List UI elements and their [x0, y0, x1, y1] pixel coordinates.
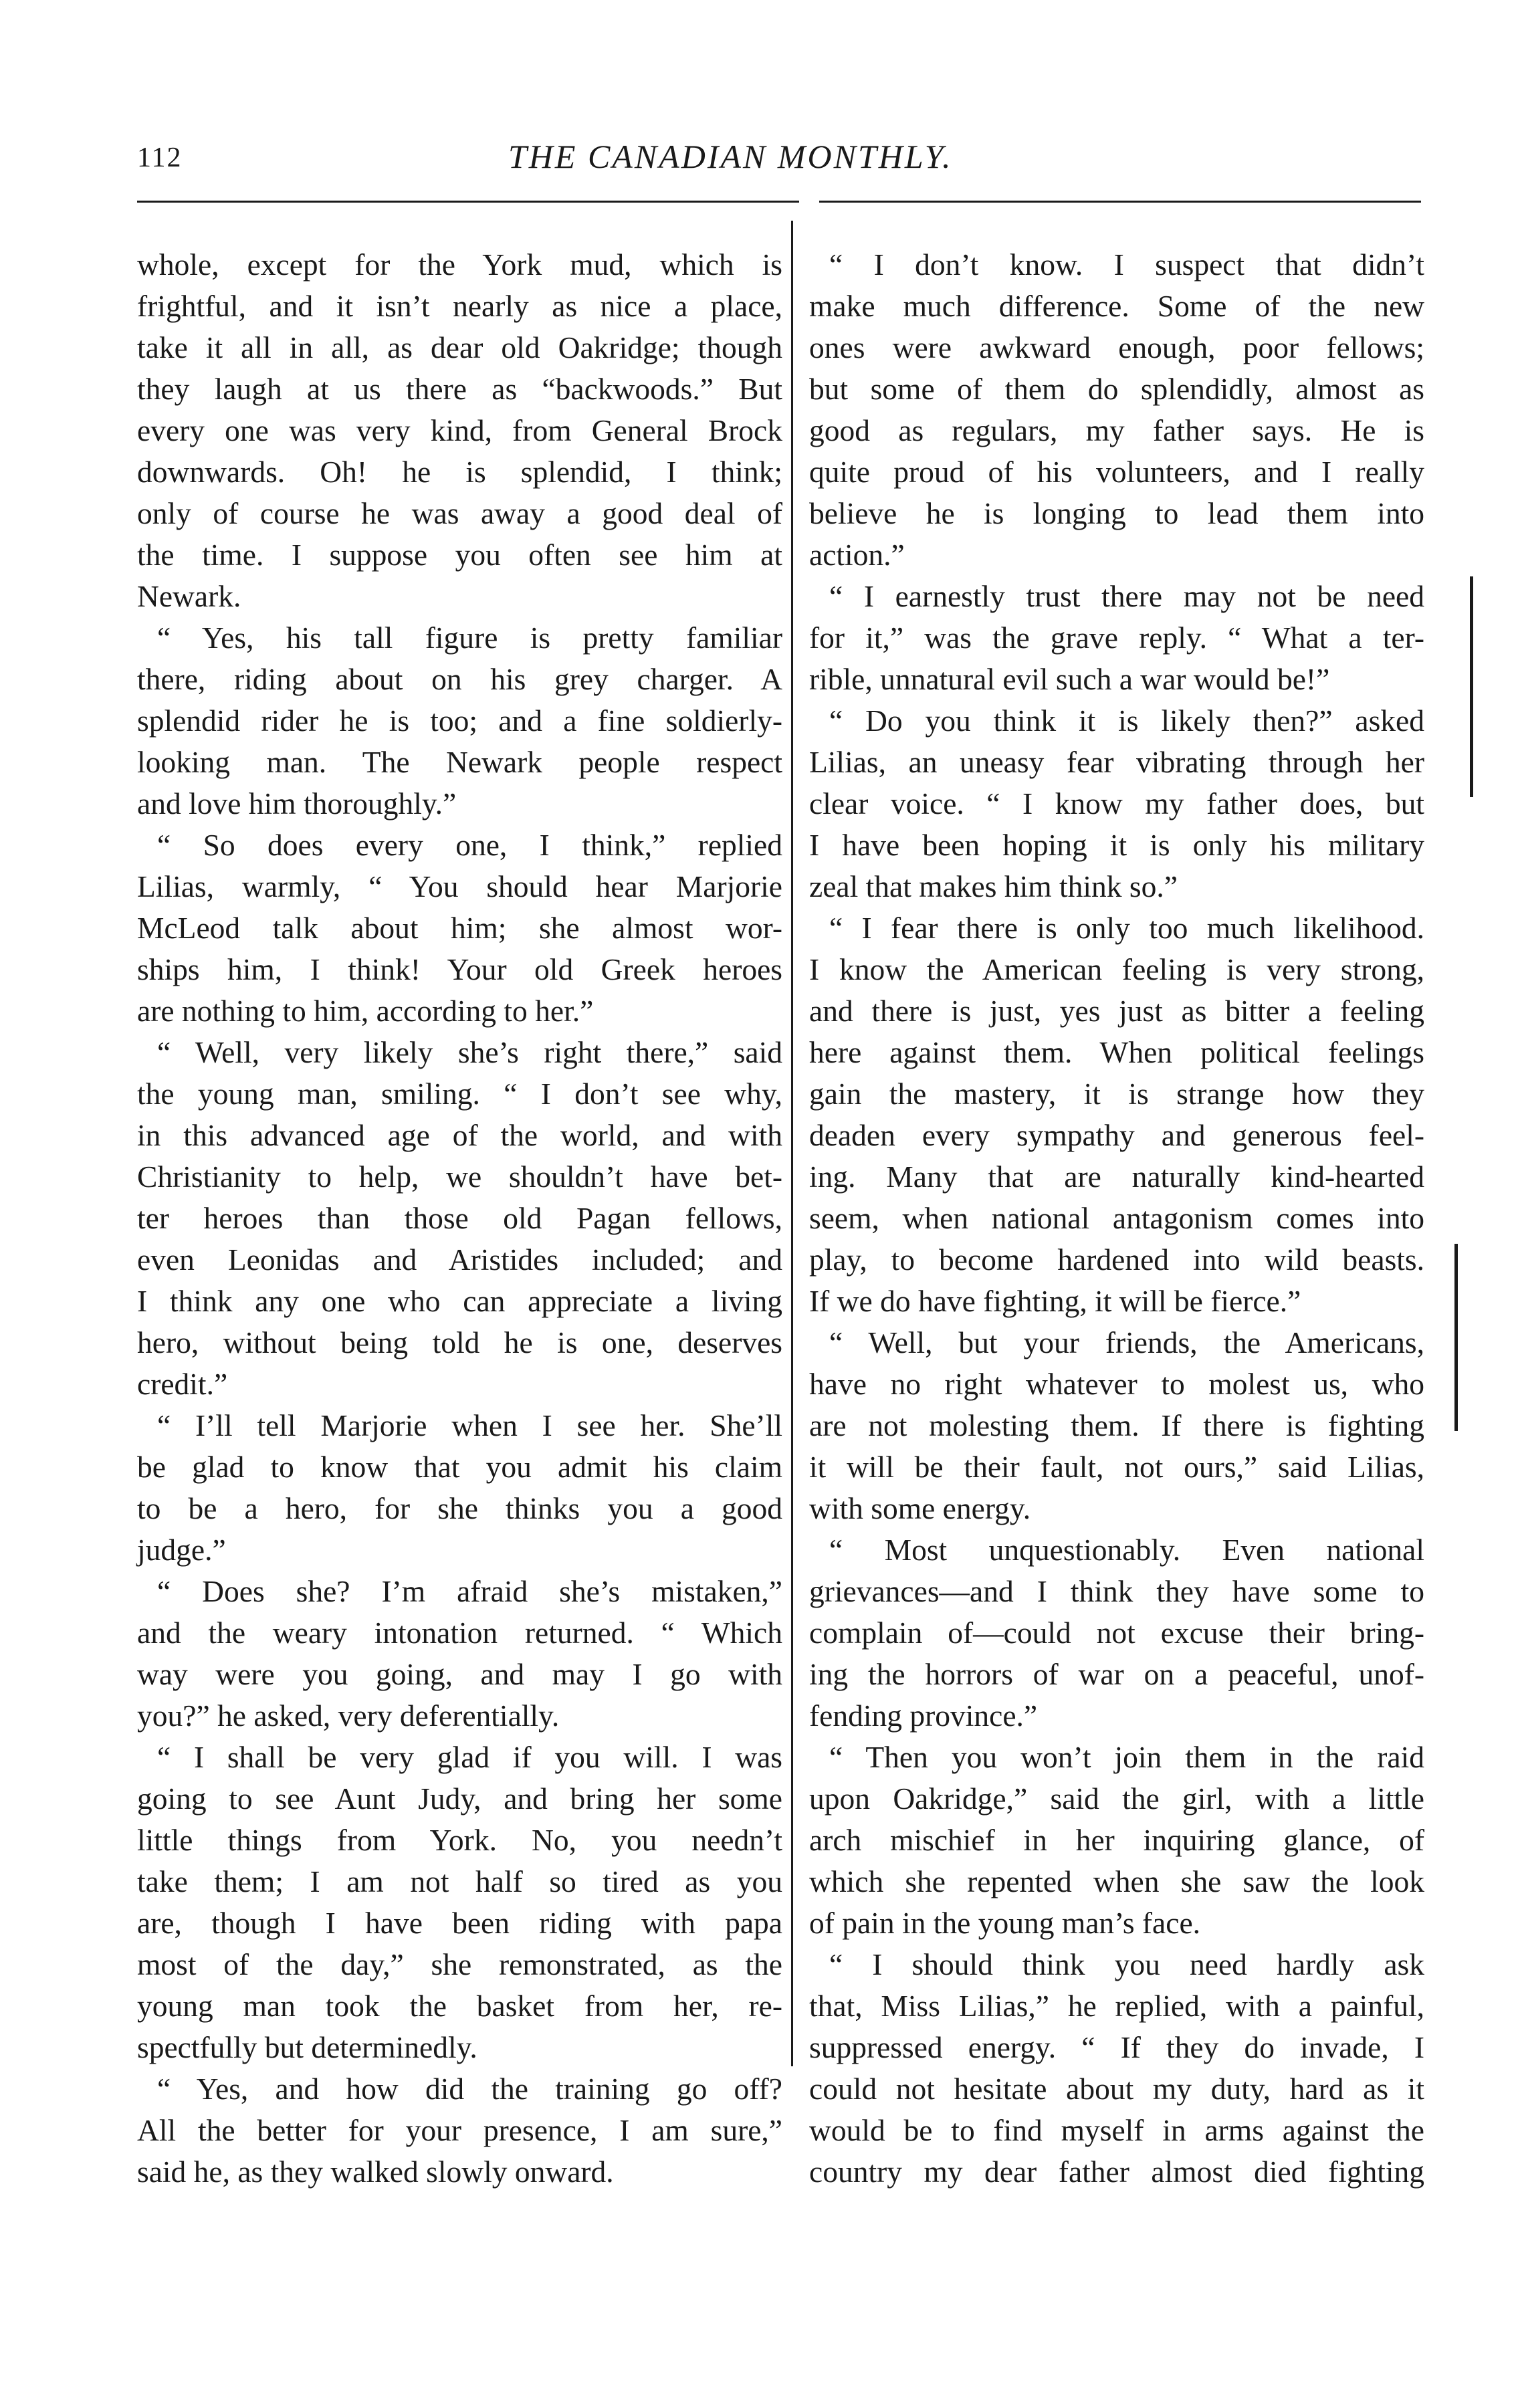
text-line: little things from York. No, you needn’t — [137, 1823, 782, 1857]
header-rule-right — [819, 201, 1421, 203]
header-rule-left — [137, 201, 799, 203]
text-line: are, though I have been riding with papa — [137, 1906, 782, 1940]
text-line: zeal that makes him think so.” — [809, 869, 1178, 903]
text-line: credit.” — [137, 1367, 228, 1401]
text-line: McLeod talk about him; she almost wor- — [137, 911, 782, 945]
text-line: complain of—could not excuse their bring- — [809, 1616, 1424, 1650]
text-line: even Leonidas and Aristides included; and — [137, 1242, 782, 1277]
text-line: with some energy. — [809, 1491, 1031, 1525]
text-line: good as regulars, my father says. He is — [809, 413, 1424, 447]
text-line: ter heroes than those old Pagan fellows, — [137, 1201, 782, 1235]
text-line: downwards. Oh! he is splendid, I think; — [137, 455, 782, 489]
text-line: “ I earnestly trust there may not be need — [829, 579, 1424, 613]
text-line: If we do have fighting, it will be fierce.” — [809, 1284, 1301, 1318]
text-line: fending province.” — [809, 1699, 1038, 1733]
text-line: splendid rider he is too; and a fine soldierly- — [137, 703, 782, 738]
text-line: which she repented when she saw the look — [809, 1864, 1424, 1898]
text-line: “ So does every one, I think,” replied — [157, 828, 782, 862]
text-line: take them; I am not half so tired as you — [137, 1864, 782, 1898]
text-line: have no right whatever to molest us, who — [809, 1367, 1424, 1401]
text-line: could not hesitate about my duty, hard as it — [809, 2072, 1424, 2106]
text-line: ships him, I think! Your old Greek heroes — [137, 952, 782, 986]
text-line: the young man, smiling. “ I don’t see why, — [137, 1077, 782, 1111]
text-line: said he, as they walked slowly onward. — [137, 2155, 614, 2189]
text-line: take it all in all, as dear old Oakridge; though — [137, 330, 782, 364]
text-line: I know the American feeling is very strong, — [809, 952, 1424, 986]
text-line: clear voice. “ I know my father does, but — [809, 786, 1424, 820]
margin-mark — [1470, 576, 1473, 797]
text-line: “ Well, but your friends, the Americans, — [829, 1325, 1424, 1359]
text-line: seem, when national antagonism comes into — [809, 1201, 1424, 1235]
text-line: in this advanced age of the world, and with — [137, 1118, 782, 1152]
text-line: are nothing to him, according to her.” — [137, 994, 594, 1028]
text-line: quite proud of his volunteers, and I really — [809, 455, 1424, 489]
text-line: ing the horrors of war on a peaceful, unof- — [809, 1657, 1424, 1691]
text-line: and love him thoroughly.” — [137, 786, 457, 820]
text-line: “ I should think you need hardly ask — [829, 1947, 1424, 1981]
text-line: arch mischief in her inquiring glance, of — [809, 1823, 1424, 1857]
text-line: “ I shall be very glad if you will. I was — [157, 1740, 782, 1774]
text-line: it will be their fault, not ours,” said Lilias, — [809, 1450, 1424, 1484]
text-line: that, Miss Lilias,” he replied, with a painful, — [809, 1989, 1424, 2023]
text-line: ing. Many that are naturally kind-hearted — [809, 1160, 1424, 1194]
text-line: grievances—and I think they have some to — [809, 1574, 1424, 1608]
text-line: believe he is longing to lead them into — [809, 496, 1424, 530]
text-line: would be to find myself in arms against the — [809, 2113, 1424, 2147]
text-line: for it,” was the grave reply. “ What a ter- — [809, 621, 1424, 655]
text-line: action.” — [809, 538, 905, 572]
text-column-left — [137, 244, 782, 2193]
text-line: Christianity to help, we shouldn’t have bet- — [137, 1160, 782, 1194]
text-line: judge.” — [137, 1533, 226, 1567]
text-line: of pain in the young man’s face. — [809, 1906, 1201, 1940]
text-line: “ Yes, his tall figure is pretty familiar — [157, 621, 782, 655]
text-line: gain the mastery, it is strange how they — [809, 1077, 1424, 1111]
page-number: 112 — [137, 142, 183, 173]
text-line: upon Oakridge,” said the girl, with a little — [809, 1781, 1424, 1816]
text-line: rible, unnatural evil such a war would be!” — [809, 662, 1330, 696]
text-line: way were you going, and may I go with — [137, 1657, 782, 1691]
text-line: be glad to know that you admit his claim — [137, 1450, 782, 1484]
running-title: THE CANADIAN MONTHLY. — [508, 138, 953, 175]
text-line: and the weary intonation returned. “ Which — [137, 1616, 782, 1650]
text-line: whole, except for the York mud, which is — [137, 247, 782, 282]
text-line: looking man. The Newark people respect — [137, 745, 782, 779]
text-line: and there is just, yes just as bitter a feeling — [809, 994, 1424, 1028]
text-line: All the better for your presence, I am sure,” — [137, 2113, 782, 2147]
text-line: the time. I suppose you often see him at — [137, 538, 782, 572]
text-line: “ Does she? I’m afraid she’s mistaken,” — [157, 1574, 782, 1608]
text-line: play, to become hardened into wild beasts. — [809, 1242, 1424, 1277]
text-line: Lilias, an uneasy fear vibrating through her — [809, 745, 1424, 779]
text-line: hero, without being told he is one, deserves — [137, 1325, 782, 1359]
margin-mark — [1454, 1244, 1458, 1431]
text-line: but some of them do splendidly, almost as — [809, 372, 1424, 406]
text-line: most of the day,” she remonstrated, as the — [137, 1947, 782, 1981]
text-line: “ Well, very likely she’s right there,” said — [157, 1035, 782, 1069]
text-line: “ I don’t know. I suspect that didn’t — [829, 247, 1424, 282]
text-line: spectfully but determinedly. — [137, 2030, 477, 2064]
text-line: frightful, and it isn’t nearly as nice a place, — [137, 289, 782, 323]
text-line: going to see Aunt Judy, and bring her some — [137, 1781, 782, 1816]
text-line: only of course he was away a good deal of — [137, 496, 782, 530]
text-line: deaden every sympathy and generous feel- — [809, 1118, 1424, 1152]
text-line: are not molesting them. If there is fighting — [809, 1408, 1424, 1442]
text-line: young man took the basket from her, re- — [137, 1989, 782, 2023]
text-line: they laugh at us there as “backwoods.” But — [137, 372, 782, 406]
text-line: “ Most unquestionably. Even national — [829, 1533, 1424, 1567]
text-line: make much difference. Some of the new — [809, 289, 1424, 323]
text-line: country my dear father almost died fighting — [809, 2155, 1424, 2189]
text-line: “ I’ll tell Marjorie when I see her. She’ll — [157, 1408, 782, 1442]
text-line: “ Yes, and how did the training go off? — [157, 2072, 782, 2106]
text-line: to be a hero, for she thinks you a good — [137, 1491, 782, 1525]
text-line: I have been hoping it is only his military — [809, 828, 1424, 862]
text-line: “ Then you won’t join them in the raid — [829, 1740, 1424, 1774]
text-line: “ I fear there is only too much likelihood. — [829, 911, 1424, 945]
text-line: there, riding about on his grey charger. A — [137, 662, 782, 696]
text-line: “ Do you think it is likely then?” asked — [829, 703, 1424, 738]
text-line: I think any one who can appreciate a living — [137, 1284, 782, 1318]
text-line: Lilias, warmly, “ You should hear Marjorie — [137, 869, 782, 903]
text-line: ones were awkward enough, poor fellows; — [809, 330, 1424, 364]
text-column-right — [809, 244, 1424, 2193]
text-line: here against them. When political feelings — [809, 1035, 1424, 1069]
text-line: Newark. — [137, 579, 241, 613]
column-divider — [791, 221, 793, 2066]
text-line: suppressed energy. “ If they do invade, I — [809, 2030, 1424, 2064]
text-line: you?” he asked, very deferentially. — [137, 1699, 560, 1733]
text-line: every one was very kind, from General Brock — [137, 413, 782, 447]
